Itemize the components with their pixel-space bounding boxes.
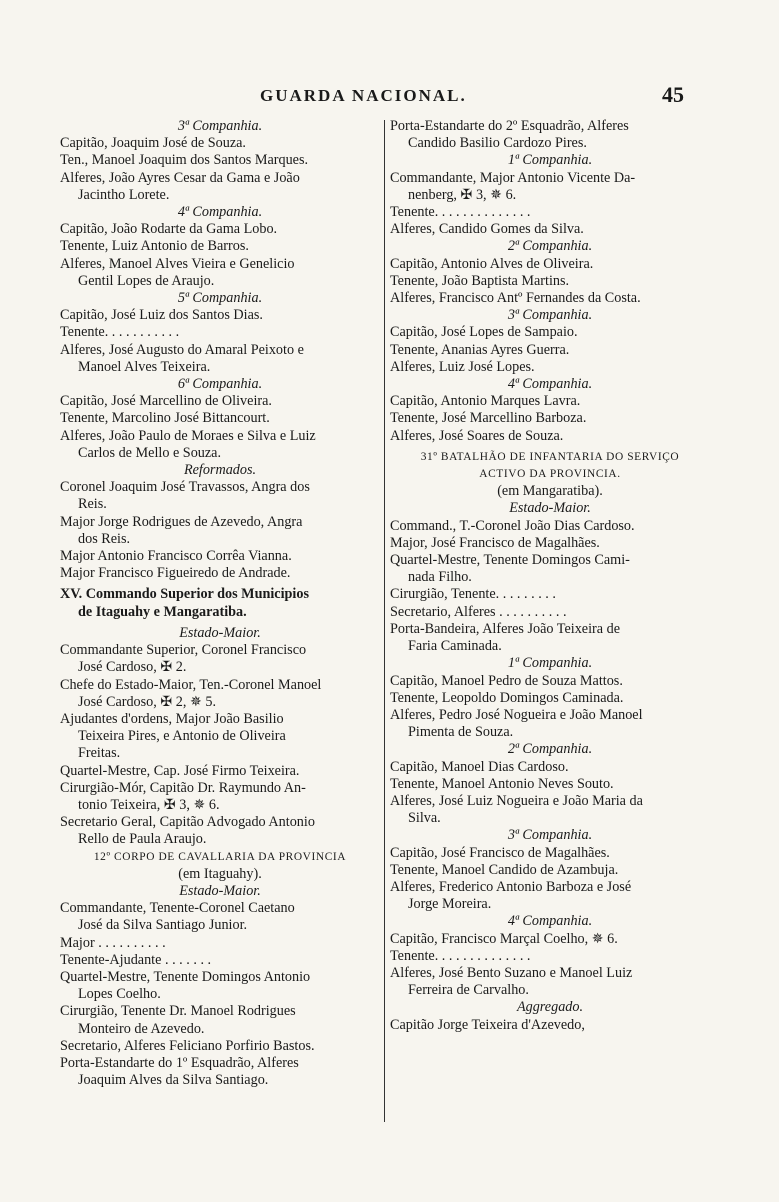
text-line: Porta-Estandarte do 1º Esquadrão, Alferes [60, 1054, 299, 1071]
text-line: Major Antonio Francisco Corrêa Vianna. [60, 548, 292, 565]
text-line: Jorge Moreira. [408, 896, 492, 913]
text-line: Faria Caminada. [408, 638, 502, 655]
text-line: Porta-Estandarte do 2º Esquadrão, Alferes [390, 118, 629, 134]
text-line: Tenente. . . . . . . . . . . . . . [390, 947, 531, 964]
section-heading: 1ª Companhia. [507, 152, 593, 169]
text-line: Alferes, José Augusto do Amaral Peixoto e [60, 341, 304, 358]
text-line: Alferes, Manoel Alves Vieira e Genelicio [60, 255, 295, 272]
text-line: Chefe do Estado-Maior, Ten.-Coronel Manoel [60, 676, 322, 693]
text-line: Coronel Joaquim José Travassos, Angra dos [60, 479, 310, 496]
text-line: Major Jorge Rodrigues de Azevedo, Angra [60, 513, 303, 530]
text-line: Gentil Lopes de Araujo. [78, 272, 215, 289]
command-heading: XV. Commando Superior dos Municipios [60, 586, 309, 603]
section-heading: 2ª Companhia. [507, 238, 593, 255]
text-line: Porta-Bandeira, Alferes João Teixeira de [390, 620, 620, 637]
text-line: Jacintho Lorete. [78, 186, 170, 203]
text-line: Ferreira de Carvalho. [408, 982, 529, 999]
text-line: Major, José Francisco de Magalhães. [390, 534, 600, 551]
text-line: Alferes, Francisco Antº Fernandes da Costa. [390, 290, 641, 307]
text-line: Capitão Jorge Teixeira d'Azevedo, [390, 1016, 585, 1033]
section-heading: Aggregado. [516, 999, 584, 1016]
section-heading: 1ª Companhia. [507, 655, 593, 672]
command-heading: de Itaguahy e Mangaratiba. [78, 603, 247, 620]
text-line: Ajudantes d'ordens, Major João Basilio [60, 710, 284, 727]
text-line: Tenente, Luiz Antonio de Barros. [60, 238, 249, 255]
right-column [390, 118, 710, 1034]
text-line: Capitão, José Luiz dos Santos Dias. [60, 307, 263, 324]
text-line: Alferes, José Luiz Nogueira e João Maria da [390, 792, 643, 809]
text-line: Capitão, José Francisco de Magalhães. [390, 844, 610, 861]
text-line: dos Reis. [78, 530, 131, 547]
text-line: Capitão, Francisco Marçal Coelho, ✵ 6. [390, 930, 618, 947]
text-line: José da Silva Santiago Junior. [78, 917, 248, 934]
text-line: Quartel-Mestre, Cap. José Firmo Teixeira. [60, 762, 300, 779]
section-heading: 3ª Companhia. [177, 118, 263, 134]
text-line: Reis. [78, 496, 107, 513]
text-line: Tenente, Ananias Ayres Guerra. [390, 341, 570, 358]
section-heading: 5ª Companhia. [177, 290, 263, 307]
unit-heading: 12º CORPO DE CAVALLARIA DA PROVINCIA [93, 850, 347, 863]
text-line: Capitão, José Lopes de Sampaio. [390, 324, 578, 341]
column-divider [384, 120, 385, 1122]
text-line: Pimenta de Souza. [408, 724, 514, 741]
text-line: Capitão, João Rodarte da Gama Lobo. [60, 221, 278, 238]
text-line: Major . . . . . . . . . . [60, 934, 166, 951]
section-heading: Reformados. [183, 462, 257, 479]
left-column [60, 118, 380, 1089]
text-line: tonio Teixeira, ✠ 3, ✵ 6. [78, 796, 220, 813]
text-line: Ten., Manoel Joaquim dos Santos Marques. [60, 152, 309, 169]
text-line: Manoel Alves Teixeira. [78, 358, 211, 375]
unit-heading: ACTIVO DA PROVINCIA. [479, 468, 621, 481]
section-heading: 2ª Companhia. [507, 741, 593, 758]
text-line: Tenente, José Marcellino Barboza. [390, 410, 587, 427]
text-line: nenberg, ✠ 3, ✵ 6. [408, 186, 517, 203]
text-line: Tenente. . . . . . . . . . . . . . [390, 204, 531, 221]
text-line: Rello de Paula Araujo. [78, 831, 207, 848]
text-line: Lopes Coelho. [78, 986, 161, 1003]
text-line: Carlos de Mello e Souza. [78, 444, 222, 461]
text-line: Alferes, Candido Gomes da Silva. [390, 221, 584, 238]
text-line: Commandante, Tenente-Coronel Caetano [60, 900, 295, 917]
text-line: Silva. [408, 810, 441, 827]
text-line: Command., T.-Coronel João Dias Cardoso. [390, 517, 635, 534]
text-line: Tenente, Marcolino José Bittancourt. [60, 410, 270, 427]
page-header [0, 82, 779, 112]
text-line: José Cardoso, ✠ 2, ✵ 5. [78, 693, 217, 710]
text-line: Commandante Superior, Coronel Francisco [60, 642, 307, 659]
text-line: Teixeira Pires, e Antonio de Oliveira [78, 728, 286, 745]
text-line: Capitão, José Marcellino de Oliveira. [60, 393, 272, 410]
text-line: José Cardoso, ✠ 2. [78, 659, 187, 676]
text-line: Cirurgião, Tenente Dr. Manoel Rodrigues [60, 1003, 296, 1020]
section-heading: Estado-Maior. [179, 882, 261, 899]
text-line: Secretario, Alferes Feliciano Porfirio Bastos. [60, 1037, 315, 1054]
running-title: GUARDA NACIONAL. [260, 86, 467, 105]
section-heading: (em Mangaratiba). [497, 483, 603, 500]
section-heading: 4ª Companhia. [177, 204, 263, 221]
text-line: Secretario Geral, Capitão Advogado Antonio [60, 814, 315, 831]
text-line: Freitas. [78, 745, 121, 762]
text-line: Tenente-Ajudante . . . . . . . [60, 951, 212, 968]
section-heading: 4ª Companhia. [507, 913, 593, 930]
text-line: Candido Basilio Cardozo Pires. [408, 135, 587, 152]
section-heading: 3ª Companhia. [507, 827, 593, 844]
text-line: Tenente, João Baptista Martins. [390, 272, 570, 289]
text-line: nada Filho. [408, 569, 472, 586]
text-line: Major Francisco Figueiredo de Andrade. [60, 565, 291, 582]
text-line: Cirurgião, Tenente. . . . . . . . . [390, 586, 556, 603]
text-line: Alferes, João Paulo de Moraes e Silva e Luiz [60, 427, 316, 444]
unit-heading: 31º BATALHÃO DE INFANTARIA DO SERVIÇO [420, 450, 680, 463]
text-line: Alferes, José Bento Suzano e Manoel Luiz [390, 964, 633, 981]
two-column-body [60, 118, 728, 1128]
text-line: Alferes, João Ayres Cesar da Gama e João [60, 169, 300, 186]
text-line: Alferes, Frederico Antonio Barboza e José [390, 878, 632, 895]
section-heading: Estado-Maior. [179, 624, 261, 641]
text-line: Tenente. . . . . . . . . . . [60, 324, 180, 341]
section-heading: 4ª Companhia. [507, 376, 593, 393]
text-line: Monteiro de Azevedo. [78, 1020, 205, 1037]
text-line: Cirurgião-Mór, Capitão Dr. Raymundo An- [60, 779, 306, 796]
text-line: Commandante, Major Antonio Vicente Da- [390, 169, 636, 186]
text-line: Quartel-Mestre, Tenente Domingos Antonio [60, 968, 311, 985]
section-heading: Estado-Maior. [509, 500, 591, 517]
text-line: Joaquim Alves da Silva Santiago. [78, 1072, 269, 1089]
section-heading: 6ª Companhia. [177, 376, 263, 393]
text-line: Alferes, Luiz José Lopes. [390, 358, 535, 375]
section-heading: (em Itaguahy). [178, 865, 262, 882]
text-line: Alferes, Pedro José Nogueira e João Manoel [390, 706, 643, 723]
page-number: 45 [662, 82, 684, 107]
text-line: Secretario, Alferes . . . . . . . . . . [390, 603, 567, 620]
text-line: Quartel-Mestre, Tenente Domingos Cami- [390, 552, 630, 569]
text-line: Alferes, José Soares de Souza. [390, 427, 564, 444]
text-line: Capitão, Antonio Alves de Oliveira. [390, 255, 594, 272]
section-heading: 3ª Companhia. [507, 307, 593, 324]
text-line: Tenente, Manoel Candido de Azambuja. [390, 861, 619, 878]
text-line: Capitão, Joaquim José de Souza. [60, 135, 246, 152]
text-line: Tenente, Leopoldo Domingos Caminada. [390, 689, 624, 706]
text-line: Capitão, Antonio Marques Lavra. [390, 393, 581, 410]
text-line: Capitão, Manoel Dias Cardoso. [390, 758, 569, 775]
text-line: Tenente, Manoel Antonio Neves Souto. [390, 775, 614, 792]
text-line: Capitão, Manoel Pedro de Souza Mattos. [390, 672, 623, 689]
